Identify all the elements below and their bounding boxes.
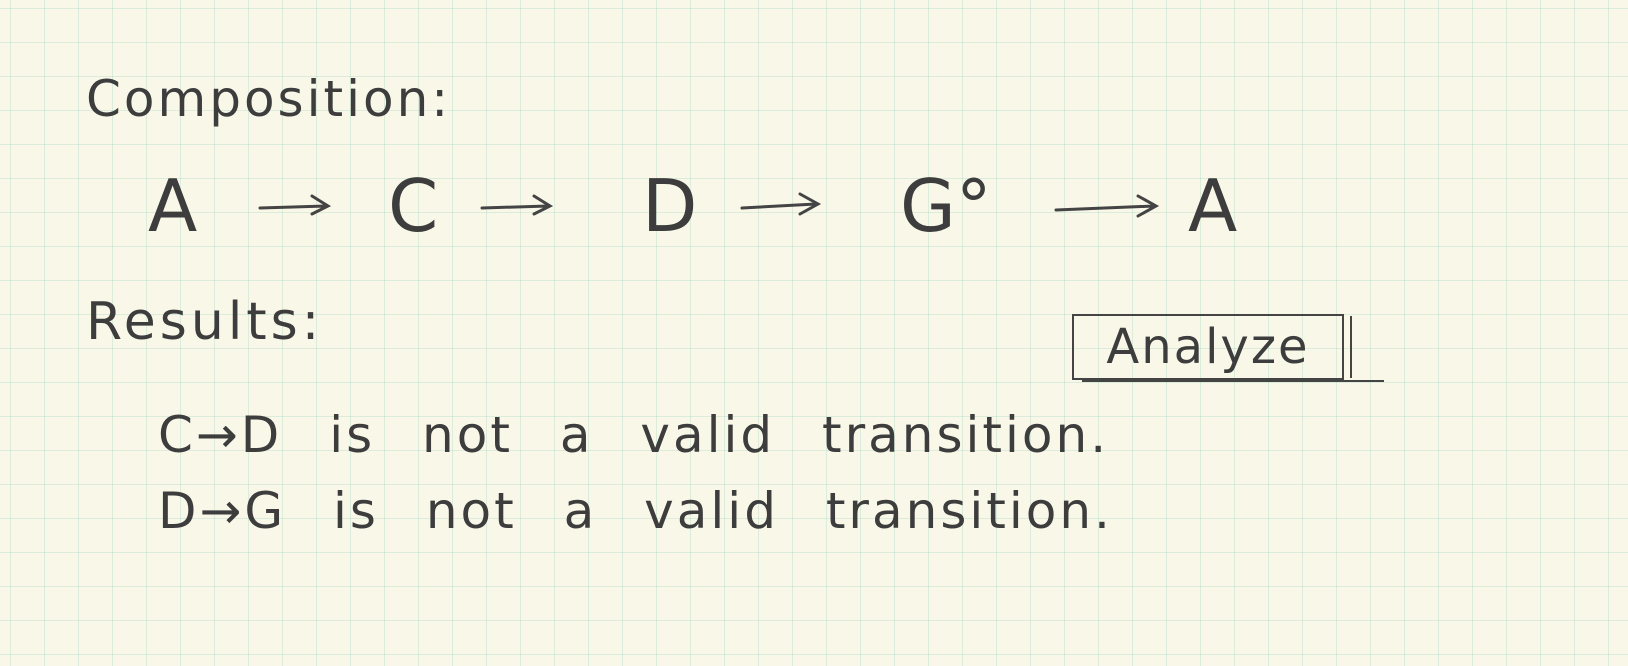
composition-label: Composition: xyxy=(86,70,452,128)
analyze-button-shadow-bottom xyxy=(1082,380,1384,386)
arrow-icon xyxy=(256,184,334,224)
sequence-chord-3: D xyxy=(642,164,698,248)
analyze-button-shadow-side xyxy=(1344,316,1352,378)
sequence-chord-5: A xyxy=(1188,164,1238,248)
result-message: D→G is not a valid transition. xyxy=(158,482,1113,540)
composition-sequence xyxy=(148,164,1308,260)
result-message: C→D is not a valid transition. xyxy=(158,406,1110,464)
arrow-icon xyxy=(738,184,826,224)
results-label: Results: xyxy=(86,292,324,352)
sequence-chord-1: A xyxy=(148,164,198,248)
arrow-icon xyxy=(478,184,556,224)
arrow-icon xyxy=(1052,184,1164,224)
analyze-button[interactable]: Analyze xyxy=(1072,314,1344,380)
sequence-chord-2: C xyxy=(388,164,439,248)
sequence-chord-4: G° xyxy=(900,164,992,248)
